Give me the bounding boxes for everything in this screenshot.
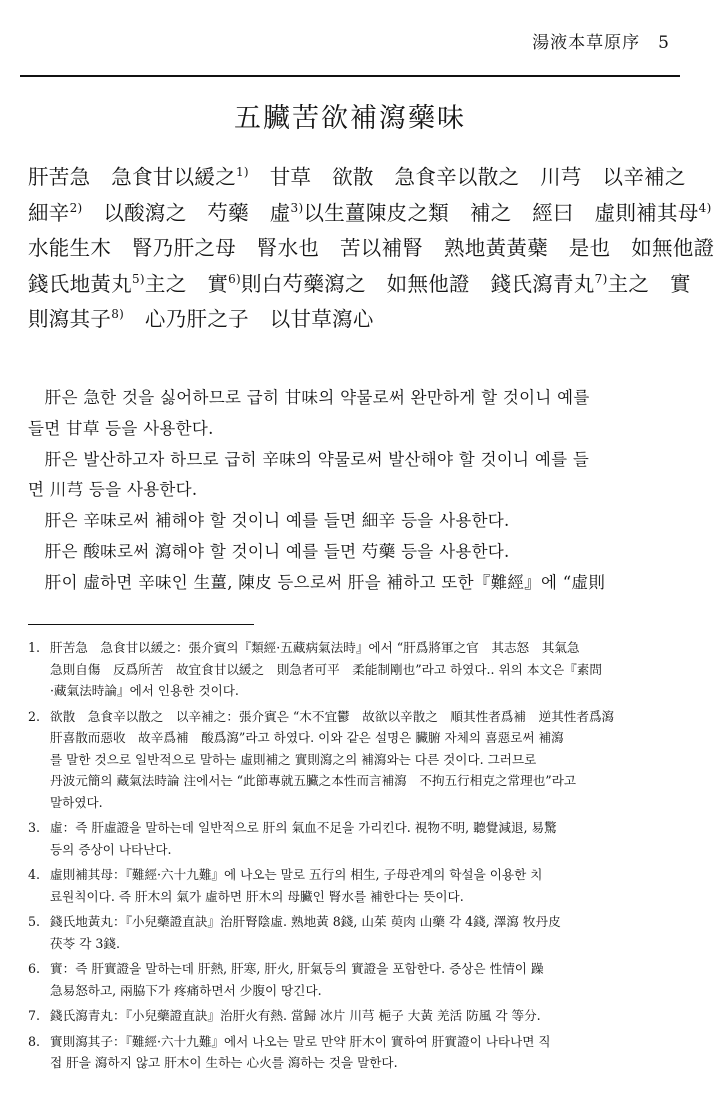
classical-line: 肝苦急 急食甘以緩之$^{1)}$ 甘草 欲散 急食辛以散之 川芎 以辛補之 [28,165,686,189]
footnotes [28,637,676,1078]
classical-line: 水能生木 腎乃肝之母 腎水也 苦以補腎 熟地黃黃蘗 是也 如無他證 [28,236,714,260]
footnote-8: 8. 實則瀉其子：『難經·六十九難』에서 나오는 말로 만약 肝木이 實하여 肝實證이 나타나면 직 접 肝을 瀉하지 않고 肝木이 生하는 心火를 瀉하는 것을 말한다. [28,1031,676,1074]
footnote-ref[interactable]: 7) [594,271,608,286]
footnote-ref[interactable]: 5) [132,271,145,286]
footnote-number: 1. [28,640,41,655]
footnote-number: 4. [28,867,41,882]
translation-line: 肝이 虛하면 辛味인 生薑, 陳皮 등으로써 肝을 補하고 또한『難經』에 “虛則 [28,572,606,592]
footnote-ref[interactable]: 2) [69,200,83,215]
footnote-ref[interactable]: 3) [290,200,304,215]
footnote-number: 8. [28,1033,41,1049]
translation-line: 肝은 酸味로써 瀉해야 할 것이니 예를 들면 芍藥 등을 사용한다. [28,541,510,561]
footnote-3: 3. 虛：즉 肝虛證을 말하는데 일반적으로 肝의 氣血不足을 가리킨다. 視物不明, 聽覺減退, 易驚 등의 증상이 나타난다. [28,817,676,860]
footnote-4: 4. 虛則補其母：『難經·六十九難』에 나오는 말로 五行의 相生, 子母관계의 학설을 이용한 치 료원칙이다. 즉 肝木의 氣가 虛하면 肝木의 母臟인 腎水를 補한다는 뜻이다. [28,864,676,907]
classical-line: 細辛$^{2)}$ 以酸瀉之 芍藥 虛$^{3)}$以生薑陳皮之類 補之 經曰 虛則補其母$^{4)}$ [28,200,712,225]
translation-line: 들면 甘草 등을 사용한다. [28,418,214,438]
classical-line: 則瀉其子$^{8)}$ 心乃肝之子 以甘草瀉心 [28,307,374,331]
footnote-5: 5. 錢氏地黃丸：『小兒藥證直訣』治肝腎陰虛. 熟地黃 8錢, 山茱 萸肉 山藥 각 4錢, 澤瀉 牧丹皮 茯苓 각 3錢. [28,911,676,954]
footnote-number: 2. [28,708,41,724]
footnote-ref[interactable]: 8) [111,307,125,322]
footnote-ref[interactable]: 6) [228,271,242,286]
translation-line: 肝은 急한 것을 싫어하므로 급히 甘味의 약물로써 완만하게 할 것이니 예를 [28,388,590,407]
running-header: 湯液本草原序 5 [532,33,670,53]
footnote-number: 3. [28,820,41,835]
footnote-number: 5. [28,914,41,929]
page-header [20,28,680,62]
footnote-7: 7. 錢氏瀉青丸：『小兒藥證直訣』治肝火有熱. 當歸 冰片 川芎 梔子 大黃 羌活 防風 각 等分. [28,1005,676,1027]
footnote-6: 6. 實：즉 肝實證을 말하는데 肝熱, 肝寒, 肝火, 肝氣등의 實證을 포함한다. 증상은 性情이 躁 急易怒하고, 兩脇下가 疼痛하면서 少腹이 땅긴다. [28,958,676,1001]
footnote-1: 1. 肝苦急 急食甘以緩之：張介賓의『類經·五藏病氣法時』에서 “肝爲將軍之官 其志怒 其氣急 急則自傷 反爲所苦 故宜食甘以緩之 則急者可平 柔能制剛也”라고 하였다.. 위의 本文은『素問 ·藏氣法時論』에서 인용한 것이다. [28,637,676,702]
section-title: 五臟苦欲補瀉藥味 [234,103,466,134]
classical-text [28,160,714,338]
translation-line: 면 川芎 등을 사용한다. [28,480,198,500]
footnote-2: 2. 欲散 急食辛以散之 以辛補之：張介賓은 “木不宜鬱 故欲以辛散之 順其性者爲補 逆其性者爲瀉 肝喜散而惡收 故辛爲補 酸爲瀉”라고 하였다. 이와 같은 설명은 臟腑 자체의 喜惡로써 補瀉 를 말한 것으로 일반적으로 말하는 虛則補之 實則瀉之의 補瀉와는 다른 것이다. 그러므로 丹波元簡의 藏氣法時論 注에서는 “此節專就五臟之本性而言補瀉 不拘五行相克之常理也”라고 말하였다. [28,706,676,814]
footnote-number: 7. [28,1008,41,1023]
classical-line: 錢氏地黃丸$^{5)}$主之 實$^{6)}$則白芍藥瀉之 如無他證 錢氏瀉青丸$^{7)}$主之 實 [28,271,691,296]
footnote-number: 6. [28,961,41,976]
footnote-ref[interactable]: 4) [698,200,712,215]
footnote-rule [28,624,254,625]
korean-translation [28,383,676,599]
translation-line: 肝은 辛味로써 補해야 할 것이니 예를 들면 細辛 등을 사용한다. [28,511,510,531]
header-rule [20,75,680,77]
translation-line: 肝은 발산하고자 하므로 급히 辛味의 약물로써 발산해야 할 것이니 예를 들 [28,449,590,469]
footnote-ref[interactable]: 1) [236,165,249,180]
